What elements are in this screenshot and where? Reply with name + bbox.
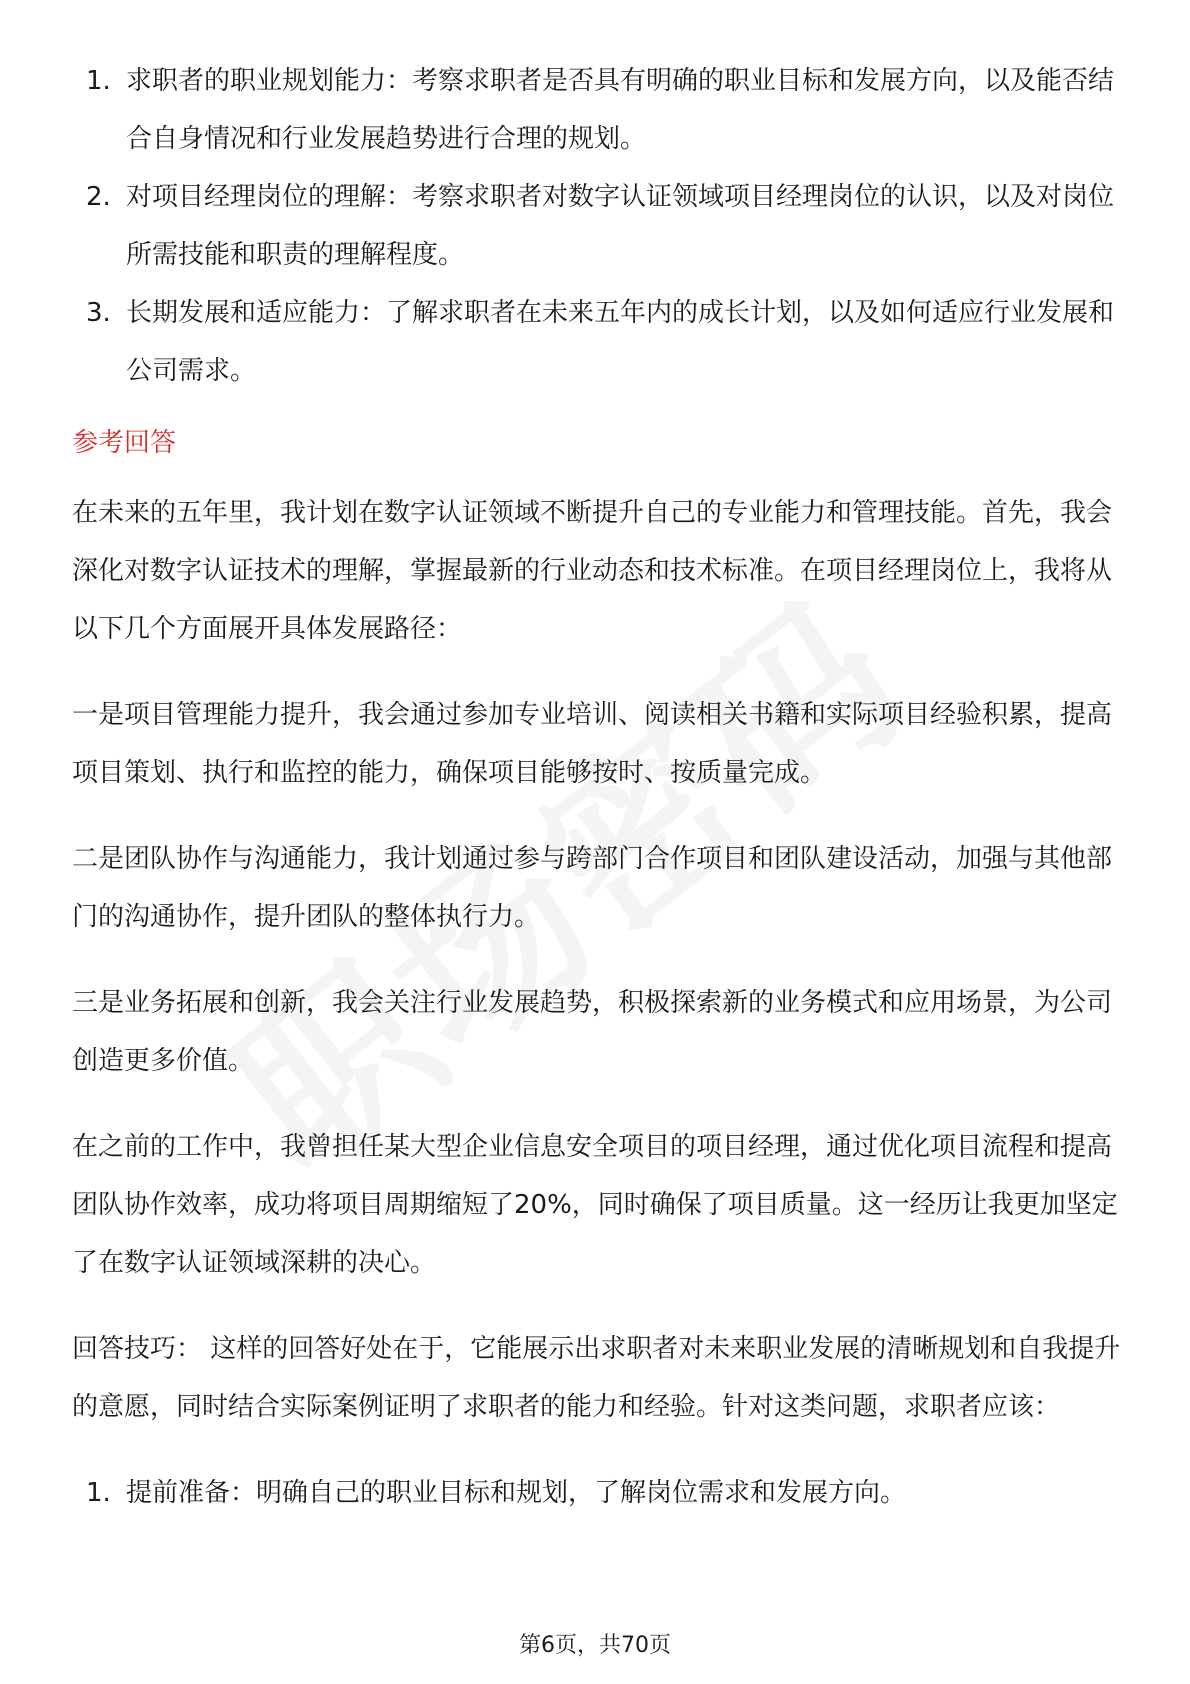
list-item-title: 提前准备： xyxy=(126,1478,257,1508)
section-heading: 参考回答 xyxy=(72,428,177,458)
paragraph: 在之前的工作中，我曾担任某大型企业信息安全项目的项目经理，通过优化项目流程和提高团队协作效率，成功将项目周期缩短了20%，同时确保了项目质量。这一经历让我更加坚定了在数字认证领域深耕的决心。 xyxy=(72,1132,1118,1278)
list-item xyxy=(72,1464,1122,1522)
list-item-text: 明确自己的职业目标和规划，了解岗位需求和发展方向。 xyxy=(256,1478,907,1508)
list-item xyxy=(72,52,1122,168)
list-number: 1. xyxy=(86,66,111,96)
list-item-title: 长期发展和适应能力： xyxy=(126,298,387,328)
page-content xyxy=(72,52,1122,1522)
paragraph: 二是团队协作与沟通能力，我计划通过参与跨部门合作项目和团队建设活动，加强与其他部门的沟通协作，提升团队的整体执行力。 xyxy=(72,844,1113,932)
list-number: 2. xyxy=(86,182,111,212)
list-number: 1. xyxy=(86,1478,111,1508)
list-item-text: 了解求职者在未来五年内的成长计划，以及如何适应行业发展和公司需求。 xyxy=(126,298,1115,386)
criteria-list xyxy=(72,52,1122,400)
list-item-text: 考察求职者是否具有明确的职业目标和发展方向，以及能否结合自身情况和行业发展趋势进行合理的规划。 xyxy=(126,66,1115,154)
page-footer: 第6页，共70页 xyxy=(519,1633,671,1658)
list-number: 3. xyxy=(86,298,111,328)
tips-list xyxy=(72,1464,1122,1522)
list-item xyxy=(72,168,1122,284)
list-item-title: 求职者的职业规划能力： xyxy=(126,66,413,96)
paragraph: 一是项目管理能力提升，我会通过参加专业培训、阅读相关书籍和实际项目经验积累，提高项目策划、执行和监控的能力，确保项目能够按时、按质量完成。 xyxy=(72,700,1113,788)
paragraph: 三是业务拓展和创新，我会关注行业发展趋势，积极探索新的业务模式和应用场景，为公司创造更多价值。 xyxy=(72,988,1113,1076)
list-item-title: 对项目经理岗位的理解： xyxy=(126,182,413,212)
list-item xyxy=(72,284,1122,400)
list-item-text: 考察求职者对数字认证领域项目经理岗位的认识，以及对岗位所需技能和职责的理解程度。 xyxy=(126,182,1115,270)
paragraph: 在未来的五年里，我计划在数字认证领域不断提升自己的专业能力和管理技能。首先，我会深化对数字认证技术的理解，掌握最新的行业动态和技术标准。在项目经理岗位上，我将从以下几个方面展开具体发展路径： xyxy=(72,498,1113,644)
paragraph: 回答技巧： 这样的回答好处在于，它能展示出求职者对未来职业发展的清晰规划和自我提升的意愿，同时结合实际案例证明了求职者的能力和经验。针对这类问题，求职者应该： xyxy=(72,1334,1121,1422)
